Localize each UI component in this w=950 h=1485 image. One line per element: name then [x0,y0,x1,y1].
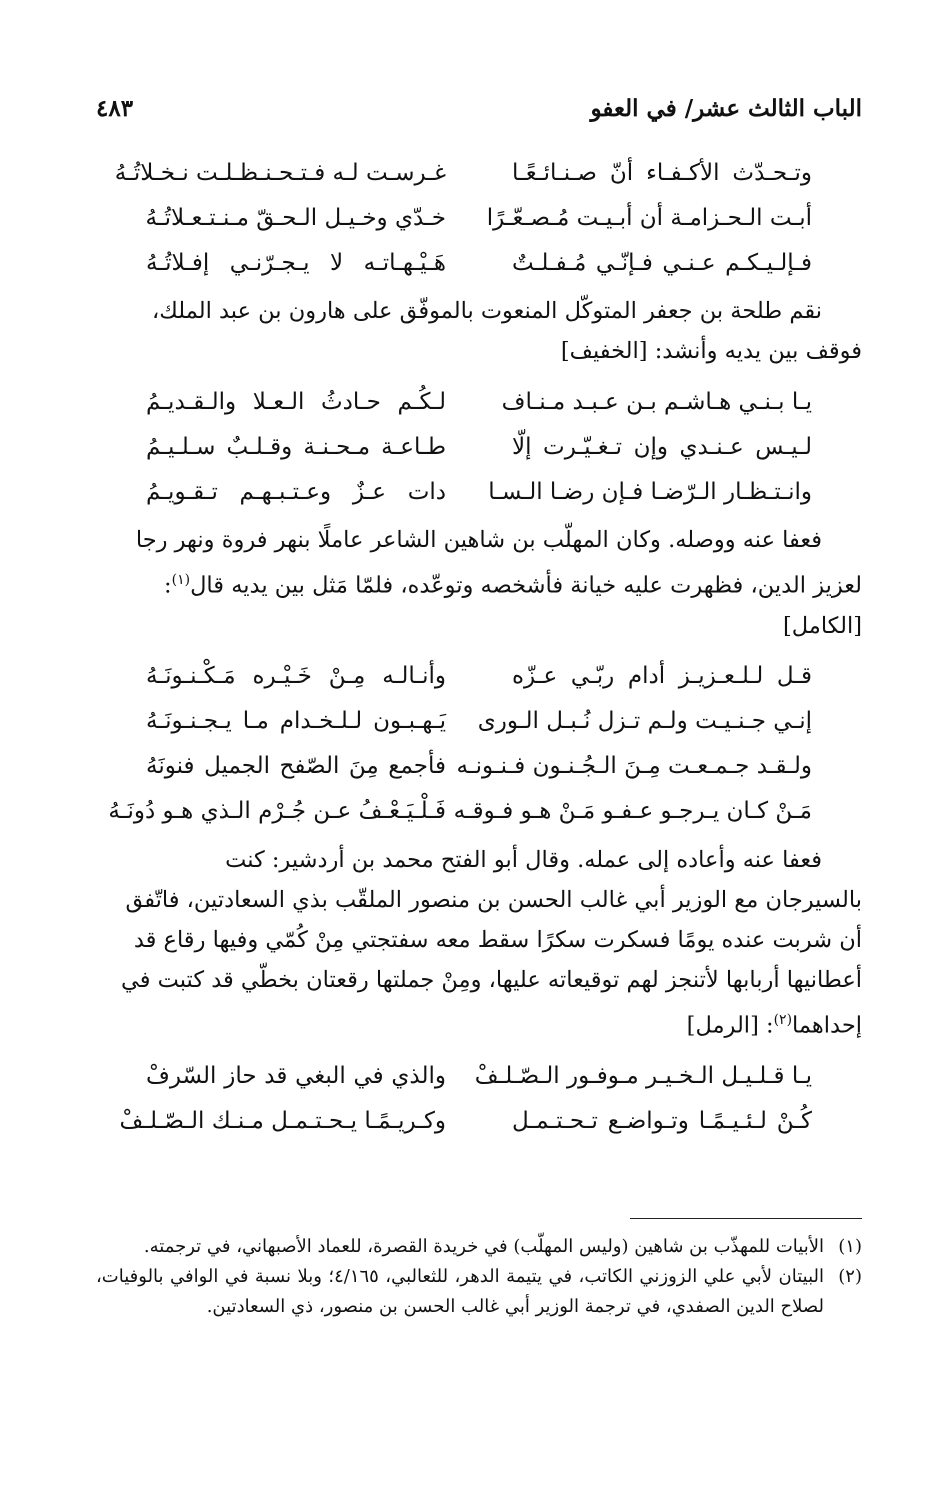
first-hemistich: ولـقـد جـمـعـت مِـنَ الـجُـنـون فـنـونـه [456,753,812,779]
second-hemistich: خـدّي وخـيـل الـحـقّ مـنـتـعـلاتُـهُ [145,204,446,231]
first-hemistich: لـيـس عـنـدي وإن تـغـيّـرت إلّا [512,433,812,460]
first-hemistich: إنـي جـنـيـت ولـم تـزل نُـبـل الـورى [477,708,812,734]
page-number: ٤٨٣ [96,94,134,122]
second-hemistich: وكـريـمًـا يـحـتـمـل مـنـك الـصّـلـفْ [119,1107,446,1134]
first-hemistich: قـل لـلـعـزيـز أدام ربّـي عـزّه [512,663,812,689]
footnote-1 [96,1232,862,1262]
prose-text: : [164,572,172,599]
prose-line [96,1000,862,1046]
meter-label: [الكامل] [782,612,862,639]
footnote-reference: (٢) [773,1011,793,1028]
footnote-text: الأبيات للمهذّب بن شاهين (وليس المهلّب) في خريدة القصرة، للعماد الأصبهاني، في ترجمته. [143,1236,824,1257]
running-head: الباب الثالث عشر/ في العفو [590,94,862,122]
prose-line [96,560,862,606]
page-header [96,88,862,128]
second-hemistich: هَـيْـهـاتـه لا يـجـرّنـي إفـلاتُـهُ [146,249,446,276]
prose-line: أن شربت عنده يومًا فسكرت سكرًا سقط معه سفتجتي مِنْ كُمّي وفيها رقاع قد [133,926,862,953]
first-hemistich: وانـتـظـار الـرّضـا فـإن رضـا الـسـا [488,478,812,505]
second-hemistich: فأجمع مِنَ الصّفح الجميل فنونَهُ [146,753,446,779]
verse-line [96,789,862,834]
footnote-2 [96,1262,862,1322]
verse-line [96,240,862,285]
poem-2 [96,379,862,514]
footnote-marker: (١) [838,1236,862,1257]
verse-line [96,379,862,424]
prose-line: فعفا عنه ووصله. وكان المهلّب بن شاهين الشاعر عاملًا بنهر فروة ونهر رجا [135,527,822,553]
verse-line [96,150,862,195]
second-hemistich: والذي في البغي قد حاز السّرفْ [146,1062,446,1089]
verse-line [96,424,862,469]
footnote-divider [630,1218,862,1219]
first-hemistich: يـا بـنـي هـاشـم بـن عـبـد مـنـاف [501,388,812,415]
prose-line: بالسيرجان مع الوزير أبي غالب الحسن بن منصور الملقّب بذي السعادتين، فاتّفق [125,886,862,913]
second-hemistich: فَـلْـيَـعْـفُ عـن جُـرْم الـذي هـو دُونَـهُ [108,798,446,824]
second-hemistich: دات عـزٌ وعـتـبـهـم تـقـويـمُ [146,478,446,505]
verse-line [96,195,862,240]
second-hemistich: يَـهـبـون لـلـخـدام مـا يـجـنـونَـهُ [146,708,446,734]
verse-line [96,654,862,699]
first-hemistich: وتـحـدّث الأكـفـاء أنّ صـنـائـعًـا [512,159,812,186]
first-hemistich: أبـت الـحـزامـة أن أبـيـت مُـصـعّـرًا [486,204,812,231]
verse-line [96,1098,862,1143]
prose-text: لعزيز الدين، فظهرت عليه خيانة فأشخصه وتوعّده، فلمّا مَثل بين يديه قال [190,572,862,599]
footnote-reference: (١) [171,572,191,588]
prose-paragraph-2 [96,520,862,646]
prose-line: فوقف بين يديه وأنشد: [الخفيف] [560,338,862,364]
first-hemistich: فـإلـيـكـم عـنـي فـإنّـي مُـفـلـتٌ [512,249,812,276]
prose-line: فعفا عنه وأعاده إلى عمله. وقال أبو الفتح محمد بن أردشير: كنت [225,846,822,873]
prose-text: إحداهما [792,1012,862,1038]
first-hemistich: مَـنْ كـان يـرجـو عـفـو مَـنْ هـو فـوقـه [453,798,812,824]
poem-4 [96,1053,862,1143]
footnotes [96,1232,862,1322]
second-hemistich: وأنـالـه مِـنْ خَـيْـره مَـكْـنـونَـهُ [146,663,446,689]
verse-line [96,699,862,744]
page-body [96,150,862,1143]
verse-line [96,469,862,514]
verse-line [96,1053,862,1098]
poem-1 [96,150,862,285]
prose-line: نقم طلحة بن جعفر المتوكّل المنعوت بالموفّق على هارون بن عبد الملك، [152,298,822,324]
prose-text: : [الرمل] [686,1012,774,1038]
first-hemistich: يـا قـلـيـل الـخـيـر مـوفـور الـصّـلـفْ [474,1062,812,1089]
verse-line [96,744,862,789]
prose-line: أعطانيها أربابها لأتنجز لهم توقيعاته عليها، ومِنْ جملتها رقعتان بخطّي قد كتبت في [121,966,862,993]
footnote-marker: (٢) [838,1266,862,1287]
first-hemistich: كُـنْ لـئـيـمًـا وتـواضـع تـحـتـمـل [512,1107,812,1134]
footnote-text: البيتان لأبي علي الزوزني الكاتب، في يتيمة الدهر، للثعالبي، ٤/١٦٥؛ وبلا نسبة في الوافي بالوفيات، لصلاح الدين الصفدي، في ترجمة الوزير أبي غالب الحسن بن منصور، ذي السعادتين. [96,1266,824,1317]
second-hemistich: لـكُـم حـادثُ الـعـلا والـقـديـمُ [146,388,446,415]
poem-3 [96,654,862,834]
prose-paragraph-1 [96,291,862,371]
second-hemistich: طـاعـة مـحـنـة وقـلـبٌ سـلـيـمُ [146,433,446,460]
second-hemistich: غـرسـت لـه فـتـحـنـظـلـت نـخـلاتُـهُ [114,159,446,186]
prose-paragraph-3 [96,840,862,1046]
